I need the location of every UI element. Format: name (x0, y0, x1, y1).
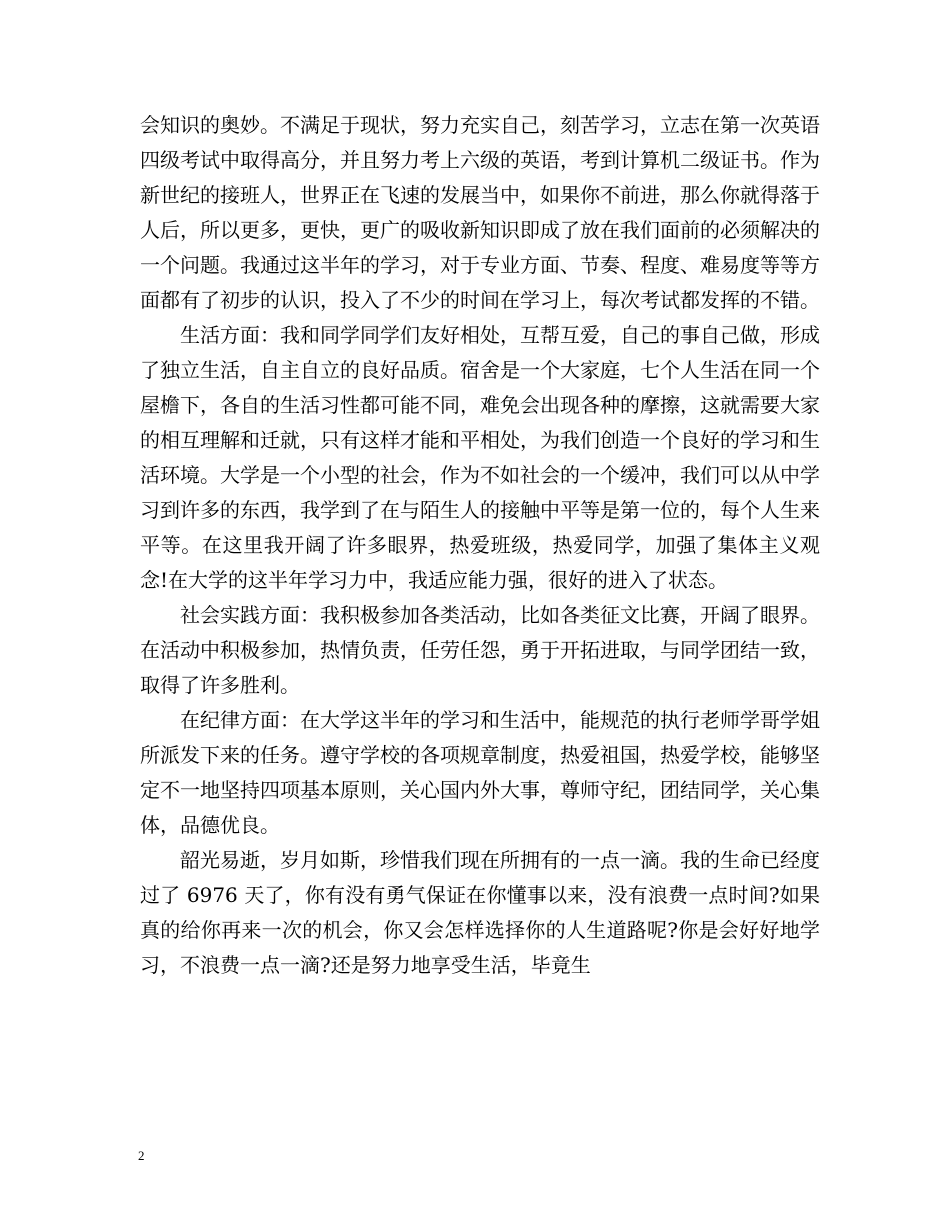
paragraph-life: 生活方面：我和同学同学们友好相处，互帮互爱，自己的事自己做，形成了独立生活，自主自立的良好品质。宿舍是一个大家庭，七个人生活在同一个屋檐下，各自的生活习性都可能不同，难免会出现各种的摩擦，这就需要大家的相互理解和迁就，只有这样才能和平相处，为我们创造一个良好的学习和生活环境。大学是一个小型的社会，作为不如社会的一个缓冲，我们可以从中学习到许多的东西，我学到了在与陌生人的接触中平等是第一位的，每个人生来平等。在这里我开阔了许多眼界，热爱班级，热爱同学，加强了集体主义观念!在大学的这半年学习力中，我适应能力强，很好的进入了状态。 (140, 323, 820, 592)
paragraph-discipline: 在纪律方面：在大学这半年的学习和生活中，能规范的执行老师学哥学姐所派发下来的任务。遵守学校的各项规章制度，热爱祖国，热爱学校，能够坚定不一地坚持四项基本原则，关心国内外大事，尊师守纪，团结同学，关心集体，品德优良。 (140, 708, 820, 837)
paragraph-reflection: 韶光易逝，岁月如斯，珍惜我们现在所拥有的一点一滴。我的生命已经度过了 6976 天了，你有没有勇气保证在你懂事以来，没有浪费一点时间?如果真的给你再来一次的机会，你又会怎样选择你的人生道路呢?你是会好好地学习，不浪费一点一滴?还是努力地享受生活，毕竟生 (140, 848, 820, 977)
paragraph-study-continuation: 会知识的奥妙。不满足于现状，努力充实自己，刻苦学习，立志在第一次英语四级考试中取得高分，并且努力考上六级的英语，考到计算机二级证书。作为新世纪的接班人，世界正在飞速的发展当中，如果你不前进，那么你就得落于人后，所以更多，更快，更广的吸收新知识即成了放在我们面前的必须解决的一个问题。我通过这半年的学习，对于专业方面、节奏、程度、难易度等等方面都有了初步的认识，投入了不少的时间在学习上，每次考试都发挥的不错。 (140, 113, 820, 312)
paragraph-social-practice: 社会实践方面：我积极参加各类活动，比如各类征文比赛，开阔了眼界。在活动中积极参加，热情负责，任劳任怨，勇于开拓进取，与同学团结一致，取得了许多胜利。 (140, 603, 820, 697)
page-number: 2 (138, 1148, 145, 1163)
document-body (140, 108, 820, 983)
